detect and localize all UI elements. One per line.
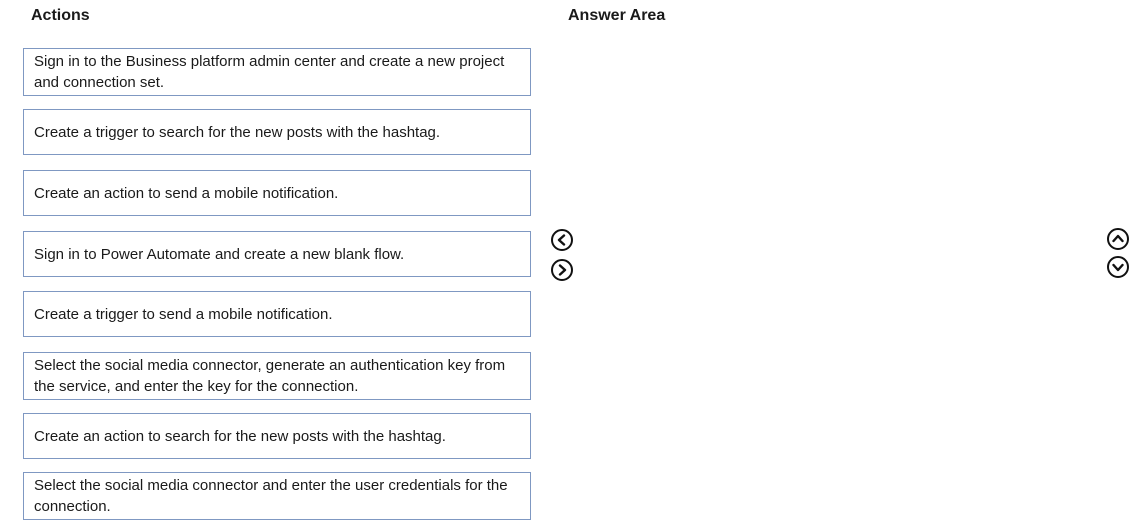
action-item[interactable] [23, 231, 531, 277]
action-item[interactable] [23, 291, 531, 337]
action-item-label: Select the social media connector and enter the user credentials for the connection. [34, 477, 508, 515]
actions-heading: Actions [31, 7, 90, 24]
action-item-label: Sign in to the Business platform admin center and create a new project and connection set. [34, 53, 505, 91]
action-item-label: Create an action to send a mobile notification. [34, 184, 339, 202]
action-item[interactable] [23, 109, 531, 155]
chevron-down-circle-icon[interactable] [1107, 256, 1129, 278]
action-item-label: Sign in to Power Automate and create a new blank flow. [34, 245, 405, 263]
action-item[interactable] [23, 170, 531, 216]
action-item-label: Select the social media connector, generate an authentication key from the service, and enter the key for the connection. [34, 357, 506, 395]
action-item-label: Create a trigger to send a mobile notification. [34, 305, 333, 323]
action-item-label: Create a trigger to search for the new posts with the hashtag. [34, 123, 441, 141]
action-item[interactable] [23, 413, 531, 459]
chevron-left-circle-icon[interactable] [551, 229, 573, 251]
chevron-up-circle-icon[interactable] [1107, 228, 1129, 250]
action-item[interactable] [23, 48, 531, 96]
action-item[interactable] [23, 352, 531, 400]
chevron-right-circle-icon[interactable] [551, 259, 573, 281]
answer-area-heading: Answer Area [568, 7, 666, 24]
action-item[interactable] [23, 472, 531, 520]
action-item-label: Create an action to search for the new posts with the hashtag. [34, 427, 446, 445]
